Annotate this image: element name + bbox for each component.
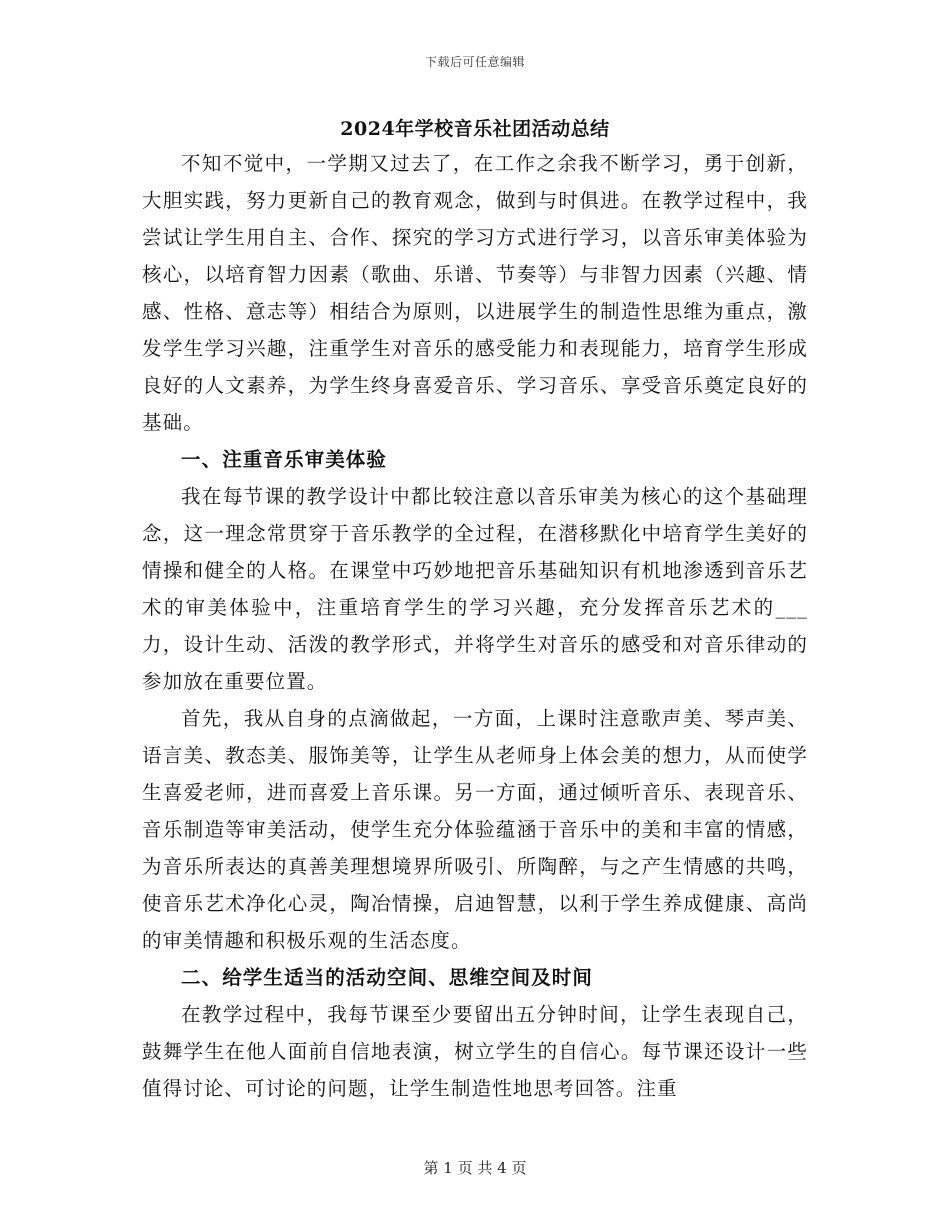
intro-paragraph: 不知不觉中，一学期又过去了，在工作之余我不断学习，勇于创新，大胆实践，努力更新自己的教育观念，做到与时俱进。在教学过程中，我尝试让学生用自主、合作、探究的学习方式进行学习，以音乐审美体验为核心，以培育智力因素（歌曲、乐谱、节奏等）与非智力因素（兴趣、情感、性格、意志等）相结合为原则，以进展学生的制造性思维为重点，激发学生学习兴趣，注重学生对音乐的感受能力和表现能力，培育学生形成良好的人文素养，为学生终身喜爱音乐、学习音乐、享受音乐奠定良好的基础。 xyxy=(142,152,808,434)
header-note: 下载后可任意编辑 xyxy=(424,55,525,69)
page-footer: 第 1 页 共 4 页 xyxy=(423,1159,527,1177)
section-1-paragraph-1: 我在每节课的教学设计中都比较注意以音乐审美为核心的这个基础理念，这一理念常贯穿于音乐教学的全过程，在潜移默化中培育学生美好的情操和健全的人格。在课堂中巧妙地把音乐基础知识有机地渗透到音乐艺术的审美体验中，注重培育学生的学习兴趣，充分发挥音乐艺术的___力，设计生动、活泼的教学形式，并将学生对音乐的感受和对音乐律动的参加放在重要位置。 xyxy=(142,485,808,693)
section-1-paragraph-2: 首先，我从自身的点滴做起，一方面，上课时注意歌声美、琴声美、语言美、教态美、服饰美等，让学生从老师身上体会美的想力，从而使学生喜爱老师，进而喜爱上音乐课。另一方面，通过倾听音乐、表现音乐、音乐制造等审美活动，使学生充分体验蕴涵于音乐中的美和丰富的情感，为音乐所表达的真善美理想境界所吸引、所陶醉，与之产生情感的共鸣，使音乐艺术净化心灵，陶冶情操，启迪智慧，以利于学生养成健康、高尚的审美情趣和积极乐观的生活态度。 xyxy=(142,707,808,952)
document-title: 2024年学校音乐社团活动总结 xyxy=(340,118,610,140)
document-body xyxy=(142,145,808,1107)
section-2-paragraph-1: 在教学过程中，我每节课至少要留出五分钟时间，让学生表现自己，鼓舞学生在他人面前自信地表演，树立学生的自信心。每节课还设计一些值得讨论、可讨论的问题，让学生制造性地思考回答。注重 xyxy=(142,1003,808,1100)
section-heading-1: 一、注重音乐审美体验 xyxy=(181,448,388,471)
section-heading-2: 二、给学生适当的活动空间、思维空间及时间 xyxy=(181,966,594,989)
